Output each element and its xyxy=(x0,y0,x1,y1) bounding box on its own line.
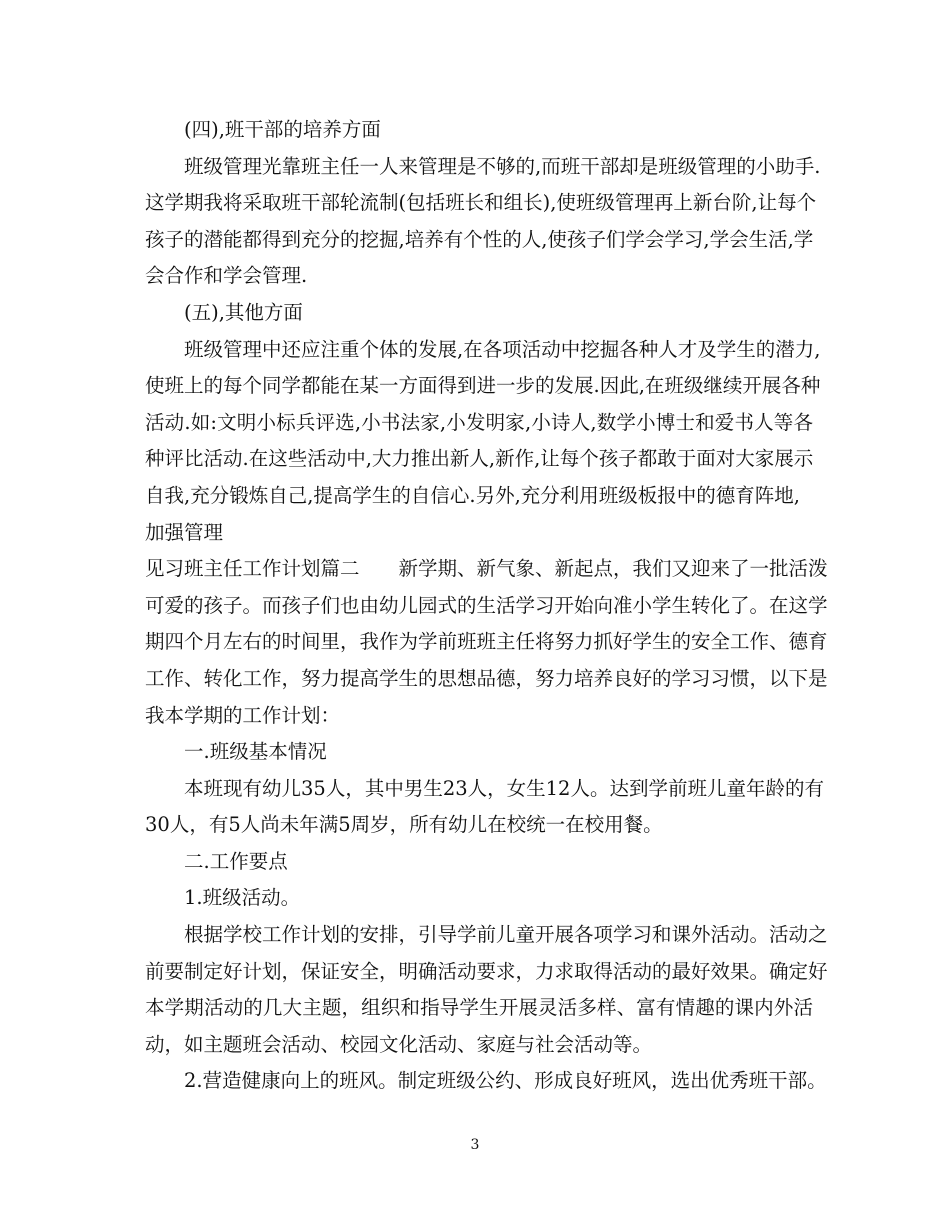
text-line: 本班现有幼儿35人，其中男生23人，女生12人。达到学前班儿童年龄的有 xyxy=(184,776,824,800)
text-line: 2.营造健康向上的班风。制定班级公约、形成良好班风，选出优秀班干部。 xyxy=(184,1069,827,1093)
page-number: 3 xyxy=(470,1137,480,1153)
subsection-heading: 1.班级活动。 xyxy=(184,886,301,910)
text-line: 根据学校工作计划的安排，引导学前儿童开展各项学习和课外活动。活动之 xyxy=(184,923,828,947)
text-line: 本学期活动的几大主题，组织和指导学生开展灵活多样、富有情趣的课内外活 xyxy=(145,996,813,1020)
text-line: 可爱的孩子。而孩子们也由幼儿园式的生活学习开始向准小学生转化了。在这学 xyxy=(145,593,828,617)
text-line: 动，如主题班会活动、校园文化活动、家庭与社会活动等。 xyxy=(145,1032,653,1056)
text-line: 工作、转化工作，努力提高学生的思想品德，努力培养良好的学习习惯，以下是 xyxy=(145,666,828,690)
text-line: 加强管理 xyxy=(145,520,224,544)
text-line: 孩子的潜能都得到充分的挖掘,培养有个性的人,使孩子们学会学习,学会生活,学 xyxy=(145,227,814,251)
section-heading: (五),其他方面 xyxy=(184,300,303,324)
text-line: 种评比活动.在这些活动中,大力推出新人,新作,让每个孩子都敢于面对大家展示 xyxy=(145,447,814,471)
text-line: 会合作和学会管理. xyxy=(145,264,308,288)
text-line: 前要制定好计划，保证安全，明确活动要求，力求取得活动的最好效果。确定好 xyxy=(145,959,828,983)
section-heading: (四),班干部的培养方面 xyxy=(184,118,381,141)
text-line: 30人，有5人尚未年满5周岁，所有幼儿在校统一在校用餐。 xyxy=(145,813,663,837)
section-heading: 二.工作要点 xyxy=(184,849,288,873)
text-line: 使班上的每个同学都能在某一方面得到进一步的发展.因此,在班级继续开展各种 xyxy=(145,374,821,398)
section-heading: 一.班级基本情况 xyxy=(184,740,327,764)
text-line: 期四个月左右的时间里，我作为学前班班主任将努力抓好学生的安全工作、德育 xyxy=(145,630,828,654)
document-body xyxy=(145,112,828,1100)
text-line: 自我,充分锻炼自己,提高学生的自信心.另外,充分利用班级板报中的德育阵地, xyxy=(145,483,800,507)
text-line: 活动.如:文明小标兵评选,小书法家,小发明家,小诗人,数学小博士和爱书人等各 xyxy=(145,410,813,434)
text-line: 见习班主任工作计划篇二 新学期、新气象、新起点，我们又迎来了一批活泼 xyxy=(145,557,828,581)
text-line: 我本学期的工作计划： xyxy=(145,703,341,727)
text-line: 班级管理中还应注重个体的发展,在各项活动中挖掘各种人才及学生的潜力, xyxy=(184,337,821,361)
text-line: 班级管理光靠班主任一人来管理是不够的,而班干部却是班级管理的小助手. xyxy=(184,154,821,178)
text-line: 这学期我将采取班干部轮流制(包括班长和组长),使班级管理再上新台阶,让每个 xyxy=(145,191,817,215)
